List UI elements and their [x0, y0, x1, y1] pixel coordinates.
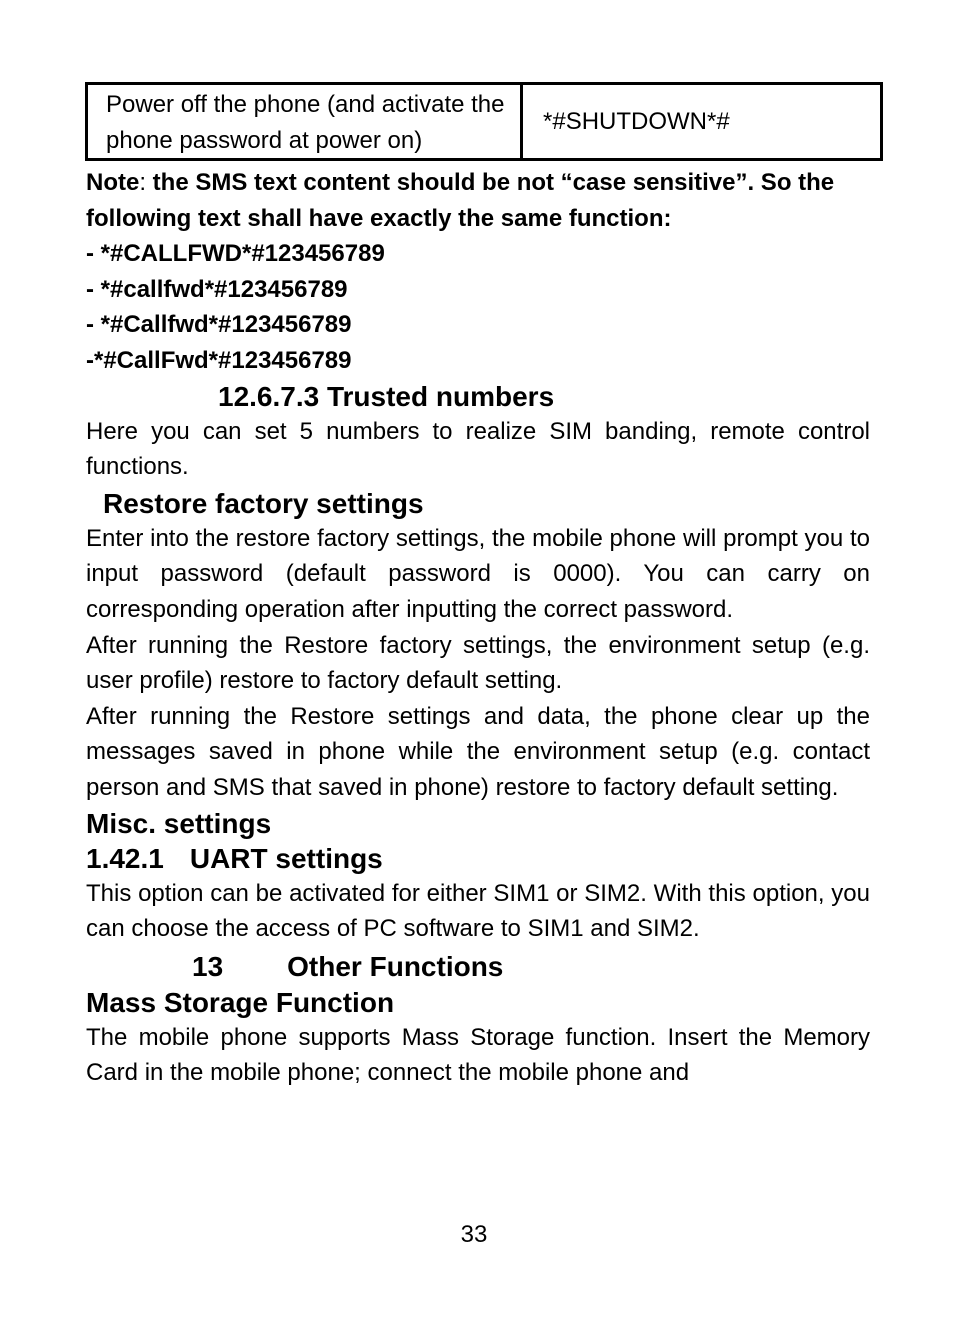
- mass-storage-text: The mobile phone supports Mass Storage function. Insert the Memory Card in the mobile phone; connect the mobile phone and: [86, 1023, 870, 1087]
- function-cell: Power off the phone (and activate the phone password at power on): [87, 84, 522, 160]
- table-row: [87, 84, 882, 160]
- chapter-title: Other Functions: [287, 950, 504, 982]
- mass-storage-heading: Mass Storage Function: [86, 986, 395, 1018]
- note-colon: :: [139, 169, 147, 196]
- document-page: [86, 82, 870, 1091]
- trusted-numbers-text: Here you can set 5 numbers to realize SIM banding, remote control functions.: [86, 417, 870, 481]
- example-line: - *#callfwd*#123456789: [86, 275, 348, 303]
- example-line: - *#CALLFWD*#123456789: [86, 240, 385, 268]
- misc-settings-heading: Misc. settings: [86, 807, 272, 839]
- uart-settings-heading: [86, 841, 870, 876]
- note-text: the SMS text content should be not “case sensitive”. So the following text shall have exactly the same function:: [86, 169, 835, 232]
- trusted-numbers-heading: 12.6.7.3 Trusted numbers: [218, 380, 555, 412]
- uart-title: UART settings: [189, 842, 383, 874]
- example-line: - *#Callfwd*#123456789: [86, 311, 352, 339]
- note-paragraph: [86, 165, 870, 236]
- uart-text: This option can be activated for either SIM1 or SIM2. With this option, you can choose the access of PC software to SIM1 and SIM2.: [86, 879, 870, 943]
- page-number: 33: [460, 1221, 488, 1248]
- command-table: [85, 82, 883, 161]
- chapter-number: 13: [192, 950, 224, 982]
- uart-number: 1.42.1: [86, 842, 164, 874]
- restore-paragraph: Enter into the restore factory settings, the mobile phone will prompt you to input password (default password is 0000). You can carry on corresponding operation after inputting the correct password.: [86, 524, 870, 623]
- note-label: Note: [86, 169, 140, 196]
- restore-paragraph: After running the Restore factory settings, the environment setup (e.g. user profile) restore to factory default setting.: [86, 631, 870, 695]
- restore-paragraph: After running the Restore settings and data, the phone clear up the messages saved in phone while the environment setup (e.g. contact person and SMS that saved in phone) restore to factory default setting.: [86, 702, 870, 801]
- example-line: -*#CallFwd*#123456789: [86, 346, 352, 374]
- command-cell: *#SHUTDOWN*#: [522, 84, 882, 160]
- restore-heading: Restore factory settings: [103, 487, 424, 519]
- chapter-heading: [86, 949, 870, 984]
